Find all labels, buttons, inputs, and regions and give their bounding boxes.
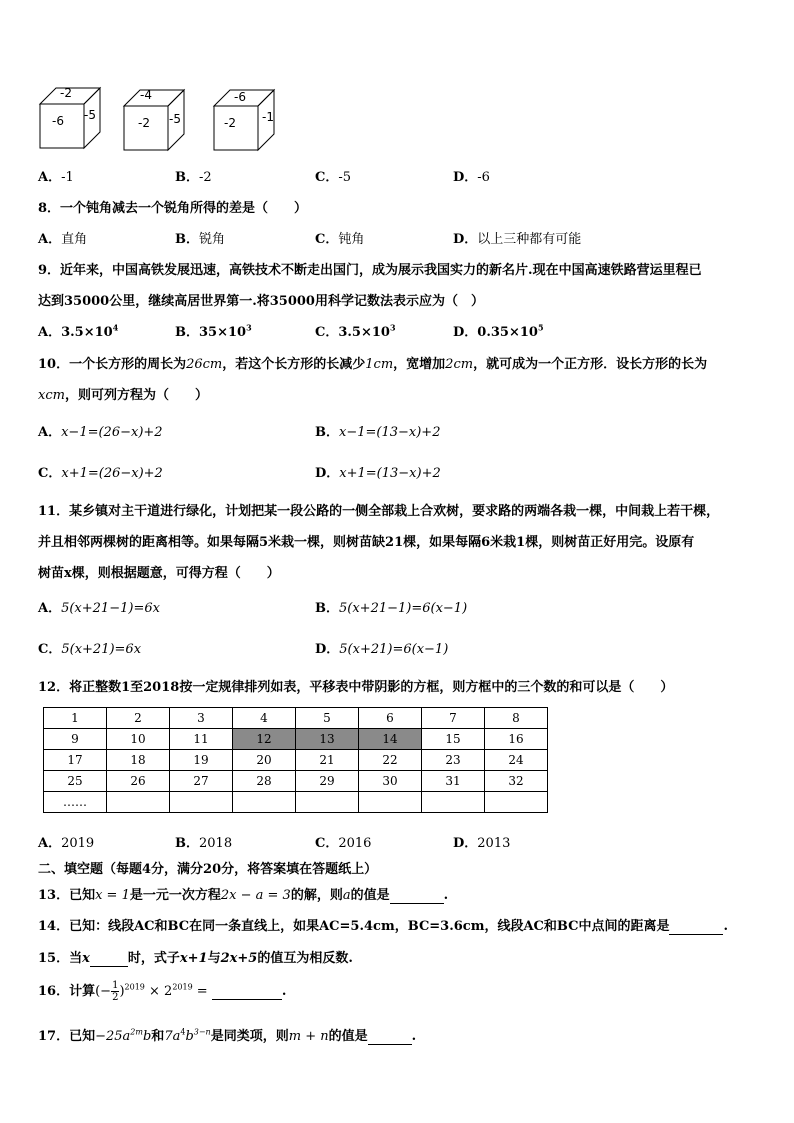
text: ，宽增加	[393, 357, 446, 372]
table-cell: 12	[233, 729, 296, 750]
math: −25a	[95, 1029, 131, 1044]
q11-line-2: 并且相邻两棵树的距离相等。如果每隔5米栽一棵，则树苗缺21棵，如果每隔6米栽1棵，则树苗正好用完。设原有	[38, 535, 695, 550]
option-letter: C．	[38, 642, 62, 657]
q8-option-b[interactable]	[175, 228, 225, 247]
option-letter: C．	[38, 466, 62, 481]
table-cell	[296, 792, 359, 813]
option-letter: D．	[315, 466, 340, 481]
option-letter: A．	[38, 425, 62, 440]
table-cell	[170, 792, 233, 813]
table-cell: 27	[170, 771, 233, 792]
text: .	[281, 984, 287, 999]
option-letter: A．	[38, 232, 62, 247]
option-text: -5	[338, 170, 352, 185]
q15	[38, 947, 353, 967]
text: 10．一个长方形的周长为	[38, 357, 187, 372]
answer-blank[interactable]	[90, 951, 128, 967]
q8-stem: 8．一个钝角减去一个锐角所得的差是（ ）	[38, 201, 308, 216]
table-cell: 6	[359, 708, 422, 729]
text: ，就可成为一个正方形．设长方形的长为	[473, 357, 708, 372]
answer-blank[interactable]	[390, 888, 444, 904]
math: 2cm	[445, 357, 474, 372]
option-letter: B．	[175, 836, 199, 851]
text: 的值是	[328, 1029, 368, 1044]
math: 2x − a = 3	[220, 888, 291, 903]
q11-line-1: 11．某乡镇对主干道进行绿化，计划把某一段公路的一侧全部栽上合欢树，要求路的两端各栽一棵，中间栽上若干棵，	[38, 504, 720, 519]
math: )	[119, 984, 125, 999]
table-cell	[359, 792, 422, 813]
table-cell	[233, 792, 296, 813]
q7-option-a[interactable]	[38, 166, 74, 185]
q17	[38, 1025, 416, 1045]
option-equation: 5(x+21)=6x	[61, 642, 142, 657]
option-exponent: 3	[246, 322, 252, 333]
math: 7a	[164, 1029, 181, 1044]
option-letter: B．	[175, 232, 199, 247]
q8-option-a[interactable]	[38, 228, 87, 247]
option-base: 3.5×10	[61, 325, 113, 340]
q9-option-c[interactable]	[315, 321, 396, 340]
table-cell: 8	[485, 708, 548, 729]
q8-option-c[interactable]	[315, 228, 364, 247]
q9-line-2: 达到35000公里，继续高居世界第一.将35000用科学记数法表示应为（ ）	[38, 294, 484, 309]
text: 是同类项，则	[210, 1029, 289, 1044]
q7-option-c[interactable]	[315, 166, 351, 185]
math: b	[185, 1029, 194, 1044]
option-equation: x+1=(13−x)+2	[339, 466, 441, 481]
exponent: 3−n	[193, 1027, 211, 1037]
math: x	[82, 951, 90, 966]
q14	[38, 915, 728, 935]
option-text: 以上三种都有可能	[477, 232, 582, 247]
text: 15．当	[38, 951, 83, 966]
option-text: 2019	[61, 836, 95, 851]
option-equation: 5(x+21−1)=6(x−1)	[339, 601, 468, 616]
option-base: 0.35×10	[477, 325, 538, 340]
table-cell: 31	[422, 771, 485, 792]
option-letter: D．	[453, 232, 478, 247]
option-letter: C．	[315, 325, 339, 340]
table-cell: 14	[359, 729, 422, 750]
option-equation: x−1=(26−x)+2	[61, 425, 163, 440]
option-exponent: 4	[112, 322, 119, 333]
option-exponent: 3	[389, 322, 396, 333]
math: 2x+5	[220, 951, 258, 966]
table-cell: 24	[485, 750, 548, 771]
table-cell: 26	[107, 771, 170, 792]
table-cell: 32	[485, 771, 548, 792]
q12-option-d[interactable]	[453, 832, 510, 851]
q16	[38, 980, 286, 1003]
option-base: 3.5×10	[338, 325, 390, 340]
text: 的解，则	[290, 888, 343, 903]
table-cell: ……	[44, 792, 107, 813]
q12-option-a[interactable]	[38, 832, 94, 851]
cube-3-front: -2	[224, 116, 236, 130]
q11-line-3: 树苗x棵，则根据题意，可得方程（ ）	[38, 566, 280, 581]
table-cell: 5	[296, 708, 359, 729]
table-cell: 23	[422, 750, 485, 771]
table-cell: 15	[422, 729, 485, 750]
text: 的值是	[350, 888, 390, 903]
q10-line-1	[38, 353, 707, 372]
table-cell: 3	[170, 708, 233, 729]
text: 和	[151, 1029, 165, 1044]
q9-option-d[interactable]	[453, 321, 544, 340]
table-cell: 18	[107, 750, 170, 771]
option-letter: B．	[175, 170, 199, 185]
table-row	[44, 771, 548, 792]
q8-option-d[interactable]	[453, 228, 581, 247]
text: .	[723, 919, 729, 934]
q11-option-d[interactable]	[315, 638, 448, 657]
table-cell: 22	[359, 750, 422, 771]
table-cell: 1	[44, 708, 107, 729]
table-cell: 2	[107, 708, 170, 729]
table-row	[44, 792, 548, 813]
exponent: 4	[180, 1027, 186, 1037]
option-equation: x+1=(26−x)+2	[61, 466, 163, 481]
table-cell: 20	[233, 750, 296, 771]
text: 是一元一次方程	[129, 888, 221, 903]
numerator: 1	[112, 980, 119, 991]
number-table	[43, 707, 548, 813]
cube-3-side: -1	[262, 110, 274, 124]
answer-blank[interactable]	[669, 919, 723, 935]
table-cell: 28	[233, 771, 296, 792]
option-letter: B．	[315, 425, 339, 440]
exponent: 2019	[172, 982, 193, 992]
text: ，则可列方程为（ ）	[64, 388, 208, 403]
math: x = 1	[95, 888, 130, 903]
q12-stem: 12．将正整数1至2018按一定规律排列如表，平移表中带阴影的方框，则方框中的三个数的和可以是（ ）	[38, 680, 674, 695]
option-equation: x−1=(13−x)+2	[339, 425, 441, 440]
option-letter: D．	[453, 836, 478, 851]
text: 13．已知	[38, 888, 96, 903]
table-row	[44, 750, 548, 771]
math: x+1	[179, 951, 208, 966]
exponent: 2019	[124, 982, 145, 992]
text: 与	[207, 951, 221, 966]
math: b	[142, 1029, 152, 1044]
denominator: 2	[112, 992, 119, 1003]
option-letter: A．	[38, 601, 62, 616]
answer-blank[interactable]	[212, 984, 282, 1000]
option-equation: 5(x+21)=6(x−1)	[339, 642, 449, 657]
q9-option-a[interactable]	[38, 321, 118, 340]
q10-option-d[interactable]	[315, 462, 441, 481]
table-cell: 9	[44, 729, 107, 750]
table-cell: 7	[422, 708, 485, 729]
option-letter: D．	[453, 325, 478, 340]
q10-option-a[interactable]	[38, 421, 163, 440]
text: 时，式子	[127, 951, 180, 966]
cube-1-top: -2	[60, 86, 72, 100]
option-letter: B．	[175, 325, 199, 340]
math: xcm	[38, 388, 65, 403]
option-letter: B．	[315, 601, 339, 616]
table-cell: 21	[296, 750, 359, 771]
option-text: -6	[477, 170, 490, 185]
option-text: 钝角	[338, 232, 365, 247]
table-cell: 29	[296, 771, 359, 792]
text: 的值互为相反数.	[257, 951, 353, 966]
table-cell: 19	[170, 750, 233, 771]
table-cell	[422, 792, 485, 813]
math: a	[342, 888, 351, 903]
q12-option-b[interactable]	[175, 832, 232, 851]
option-text: 直角	[61, 232, 88, 247]
answer-blank[interactable]	[368, 1029, 412, 1045]
math: 1cm	[365, 357, 394, 372]
option-equation: 5(x+21−1)=6x	[61, 601, 160, 616]
option-letter: A．	[38, 836, 62, 851]
table-cell	[485, 792, 548, 813]
option-letter: D．	[453, 170, 478, 185]
text: ，若这个长方形的长减少	[222, 357, 366, 372]
q7-option-b[interactable]	[175, 166, 212, 185]
math: m + n	[288, 1029, 329, 1044]
cube-1-side: -5	[84, 108, 96, 122]
option-text: 2013	[477, 836, 511, 851]
table-cell: 11	[170, 729, 233, 750]
q11-option-c[interactable]	[38, 638, 141, 657]
q10-line-2	[38, 384, 208, 403]
cube-2-top: -4	[140, 88, 152, 102]
option-base: 35×10	[199, 325, 247, 340]
text: 14．已知：线段AC和BC在同一条直线上，如果AC=5.4cm，BC=3.6cm，线段AC和BC中点间的距离是	[38, 919, 670, 934]
table-cell	[107, 792, 170, 813]
text: 17．已知	[38, 1029, 96, 1044]
q11-option-a[interactable]	[38, 597, 160, 616]
table-row	[44, 708, 548, 729]
option-letter: C．	[315, 232, 339, 247]
table-cell: 4	[233, 708, 296, 729]
math: (−	[95, 984, 112, 999]
option-letter: D．	[315, 642, 340, 657]
table-cell: 10	[107, 729, 170, 750]
option-letter: C．	[315, 170, 339, 185]
text: .	[443, 888, 449, 903]
section-heading: 二、填空题（每题4分，满分20分，将答案填在答题纸上）	[38, 862, 378, 877]
table-row	[44, 729, 548, 750]
math: × 2	[144, 984, 173, 999]
table-cell: 30	[359, 771, 422, 792]
option-letter: A．	[38, 325, 62, 340]
q9-option-b[interactable]	[175, 321, 252, 340]
q10-option-b[interactable]	[315, 421, 440, 440]
cube-2-side: -5	[169, 112, 181, 126]
q13	[38, 884, 448, 904]
cube-3-top: -6	[234, 90, 246, 104]
math: 26cm	[186, 357, 223, 372]
text: 16．计算	[38, 984, 96, 999]
option-text: -2	[199, 170, 212, 185]
q10-option-c[interactable]	[38, 462, 163, 481]
cube-2-front: -2	[138, 116, 150, 130]
table-cell: 16	[485, 729, 548, 750]
option-letter: C．	[315, 836, 339, 851]
text: .	[411, 1029, 417, 1044]
option-text: 2018	[199, 836, 233, 851]
table-cell: 25	[44, 771, 107, 792]
q12-option-c[interactable]	[315, 832, 371, 851]
option-text: 2016	[338, 836, 372, 851]
q9-line-1: 9．近年来，中国高铁发展迅速，高铁技术不断走出国门，成为展示我国实力的新名片.现在中国高速铁路营运里程已	[38, 263, 702, 278]
q11-option-b[interactable]	[315, 597, 467, 616]
table-cell: 13	[296, 729, 359, 750]
cube-1-front: -6	[52, 114, 64, 128]
exponent: 2m	[130, 1027, 143, 1037]
option-letter: A．	[38, 170, 62, 185]
table-cell: 17	[44, 750, 107, 771]
option-exponent: 5	[537, 322, 544, 333]
option-text: -1	[61, 170, 74, 185]
option-text: 锐角	[199, 232, 226, 247]
q7-option-d[interactable]	[453, 166, 490, 185]
math: =	[192, 984, 212, 999]
